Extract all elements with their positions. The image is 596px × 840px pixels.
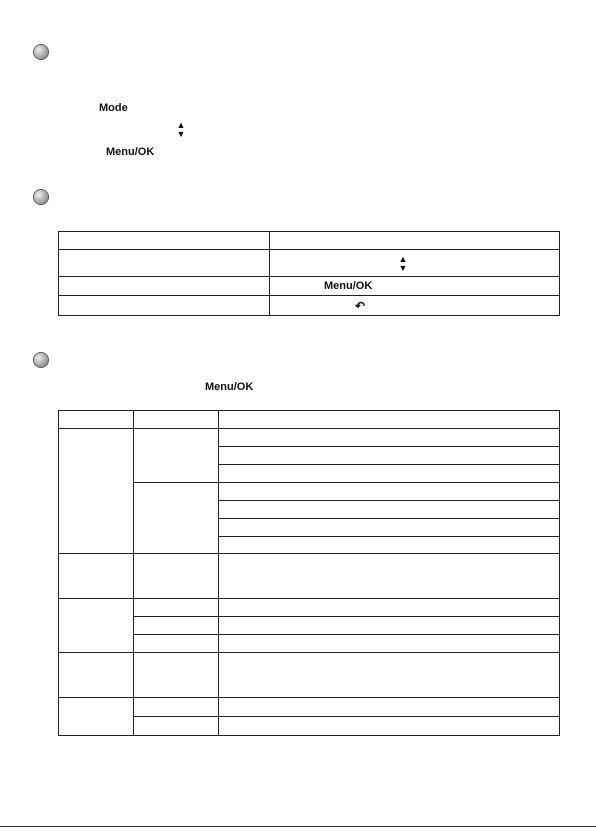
mode-button-label: Mode xyxy=(99,102,128,114)
menu-ok-button-label: Menu/OK xyxy=(205,381,254,393)
section-1-bullet-icon xyxy=(34,45,48,59)
table-row xyxy=(59,554,560,599)
back-icon: ↶ xyxy=(270,296,560,316)
table-row xyxy=(59,429,560,447)
section-2-bullet-icon xyxy=(34,190,48,204)
footer-divider xyxy=(0,826,596,827)
table-row xyxy=(59,277,560,296)
table-row xyxy=(59,411,560,429)
table-row xyxy=(59,653,560,698)
table-row xyxy=(59,698,560,717)
table-row xyxy=(59,717,560,736)
up-arrow-icon: ▲ xyxy=(176,120,186,130)
down-arrow-icon: ▼ xyxy=(176,129,186,139)
up-arrow-icon: ▲ xyxy=(398,254,408,264)
controls-table xyxy=(58,231,560,316)
table-row xyxy=(59,250,560,277)
menu-ok-button-label: Menu/OK xyxy=(106,146,155,158)
table-row xyxy=(59,232,560,250)
down-arrow-icon: ▼ xyxy=(398,263,408,273)
settings-table xyxy=(58,410,560,736)
table-row xyxy=(59,617,560,635)
table-row xyxy=(59,635,560,653)
table-row xyxy=(59,296,560,316)
menu-ok-button-label: Menu/OK xyxy=(270,277,560,296)
table-row xyxy=(59,483,560,501)
table-row xyxy=(59,599,560,617)
section-3-bullet-icon xyxy=(34,353,48,367)
